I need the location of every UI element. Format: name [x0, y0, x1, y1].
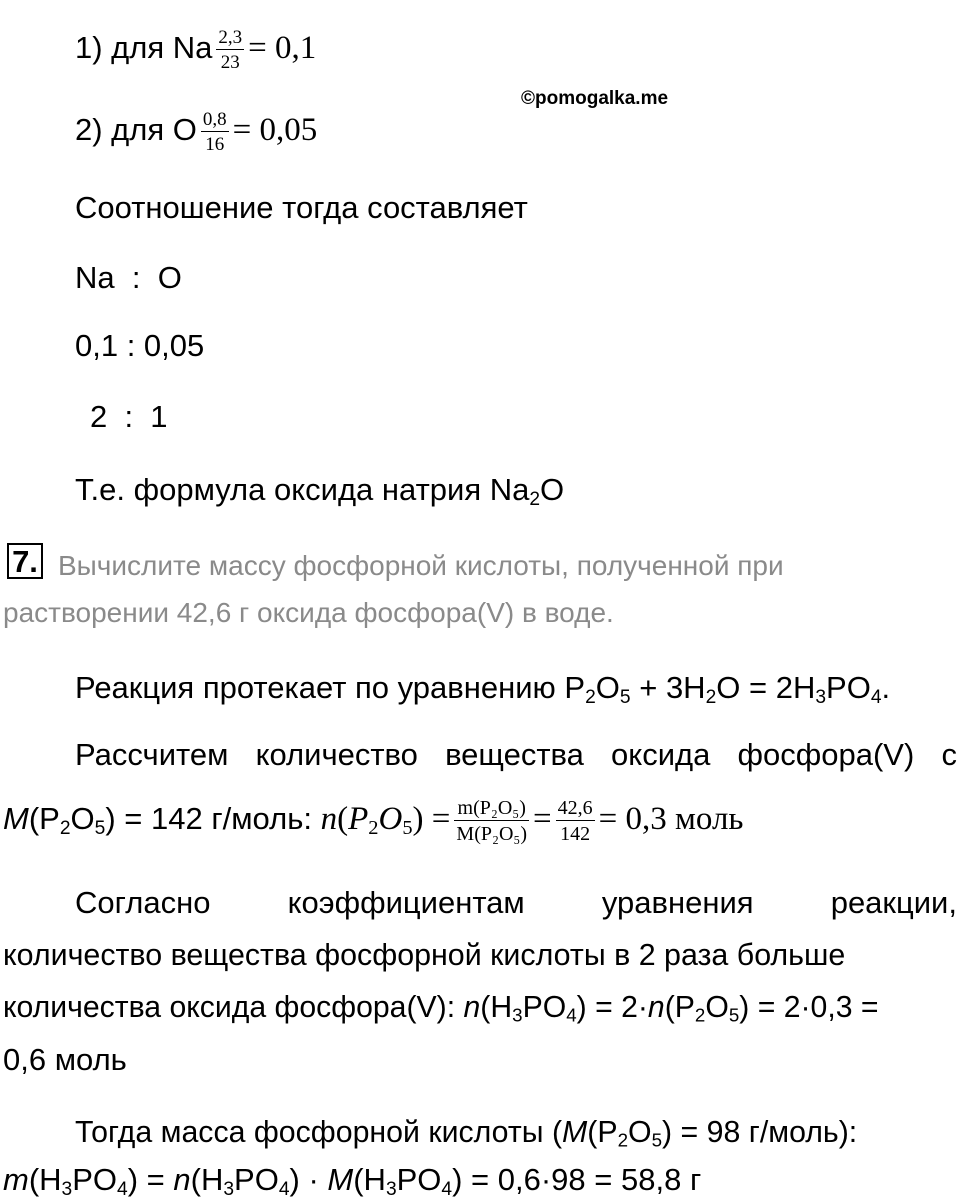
calc-na-fraction	[216, 28, 244, 72]
p4-line-2-result: = 0,6·98 = 58,8 г	[471, 1162, 702, 1197]
p2-word: фосфора(V)	[737, 737, 915, 772]
p3-word: уравнения	[601, 885, 754, 920]
calc-na-num: 2,3	[218, 27, 243, 48]
p2-line-2: $M(P_2O_5) = 142$ г/моль: $n(P_2O_5)$ = $\frac{\text{m(P₂O₅)}}{\text{M(P₂O₅)}}$ = $\frac{42,6}{142}$ = 0,3 моль	[3, 797, 744, 845]
ratio-row-2: 0,1 : 0,05	[75, 328, 205, 363]
conclusion-text: Т.е. формула оксида натрия Na	[75, 472, 530, 507]
p2-word: Рассчитем	[75, 737, 229, 772]
p2-fraction-2	[556, 798, 595, 844]
ratio-row-1: Na : O	[75, 260, 182, 295]
calc-na-prefix: 1) для Na	[75, 30, 213, 66]
p4-line-2: $m(H_3PO_4) = n(H_3PO_4) \cdot M(H_3PO_4) = 0,6\cdot 98 = 58,8$ г	[3, 1162, 702, 1200]
p3-line-3a: количества оксида фосфора(V):	[3, 991, 456, 1024]
ratio-intro: Соотношение тогда составляет	[75, 190, 528, 225]
calc-o-result: = 0,05	[232, 112, 318, 149]
p3-line-1	[75, 883, 957, 923]
task-number: 7.	[7, 543, 43, 579]
watermark: ©pomogalka.me	[521, 88, 669, 109]
task-line-2: растворении 42,6 г оксида фосфора(V) в воде.	[3, 597, 614, 628]
calc-o-num: 0,8	[202, 109, 227, 130]
p4-line-1b: = 98 г/моль):	[680, 1116, 858, 1149]
p2-fraction-1	[454, 798, 529, 844]
p4-line-1a: Тогда масса фосфорной кислоты (	[75, 1116, 563, 1149]
p2-frac1-num: m(P₂O₅)	[454, 798, 529, 821]
p3-word: реакции,	[830, 885, 957, 920]
calc-o-fraction	[201, 110, 229, 154]
calc-o-prefix: 2) для O	[75, 112, 197, 148]
p3-word: Согласно	[75, 885, 211, 920]
p2-word: количество	[255, 737, 418, 772]
p2-frac1-den: M(P₂O₅)	[456, 823, 528, 845]
reaction-line: Реакция протекает по уравнению $P_2O_5 + 3H_2O = 2H_3PO_4$.	[75, 670, 891, 708]
conclusion	[75, 470, 564, 510]
p3-line-3b: = 2·	[595, 991, 648, 1024]
p2-frac2-num: 42,6	[557, 797, 593, 819]
calc-na-line	[75, 28, 316, 72]
calc-o-den: 16	[205, 134, 225, 155]
p2-frac2-den: 142	[560, 823, 591, 845]
calc-o-line	[75, 110, 317, 154]
p3-line-3c: = 2·0,3 =	[757, 991, 879, 1024]
conclusion-sub: 2	[529, 488, 541, 510]
p3-line-2: количество вещества фосфорной кислоты в 2 раза больше	[3, 938, 846, 972]
p2-word: вещества	[445, 737, 584, 772]
p2-word: оксида	[611, 737, 711, 772]
task-line-1: Вычислите массу фосфорной кислоты, полученной при	[58, 550, 784, 581]
conclusion-tail: O	[540, 472, 565, 507]
p4-line-1: Тогда масса фосфорной кислоты ($M(P_2O_5) = 98$ г/моль):	[75, 1116, 858, 1151]
p2-word: с	[941, 737, 957, 772]
p2-result: = 0,3 моль	[598, 801, 744, 838]
ratio-row-3: 2 : 1	[90, 399, 168, 434]
calc-na-result: = 0,1	[248, 30, 317, 67]
p2-molar: = 142 г/моль:	[124, 801, 312, 837]
p2-line-1	[75, 735, 957, 775]
calc-na-den: 23	[220, 52, 240, 73]
reaction-text: Реакция протекает по уравнению	[75, 670, 556, 705]
p3-line-3: количества оксида фосфора(V): $n(H_3PO_4) = 2\cdot n(P_2O_5) = 2\cdot 0,3$ =	[3, 991, 879, 1026]
p3-line-4: 0,6 моль	[3, 1042, 127, 1077]
p3-word: коэффициентам	[287, 885, 525, 920]
